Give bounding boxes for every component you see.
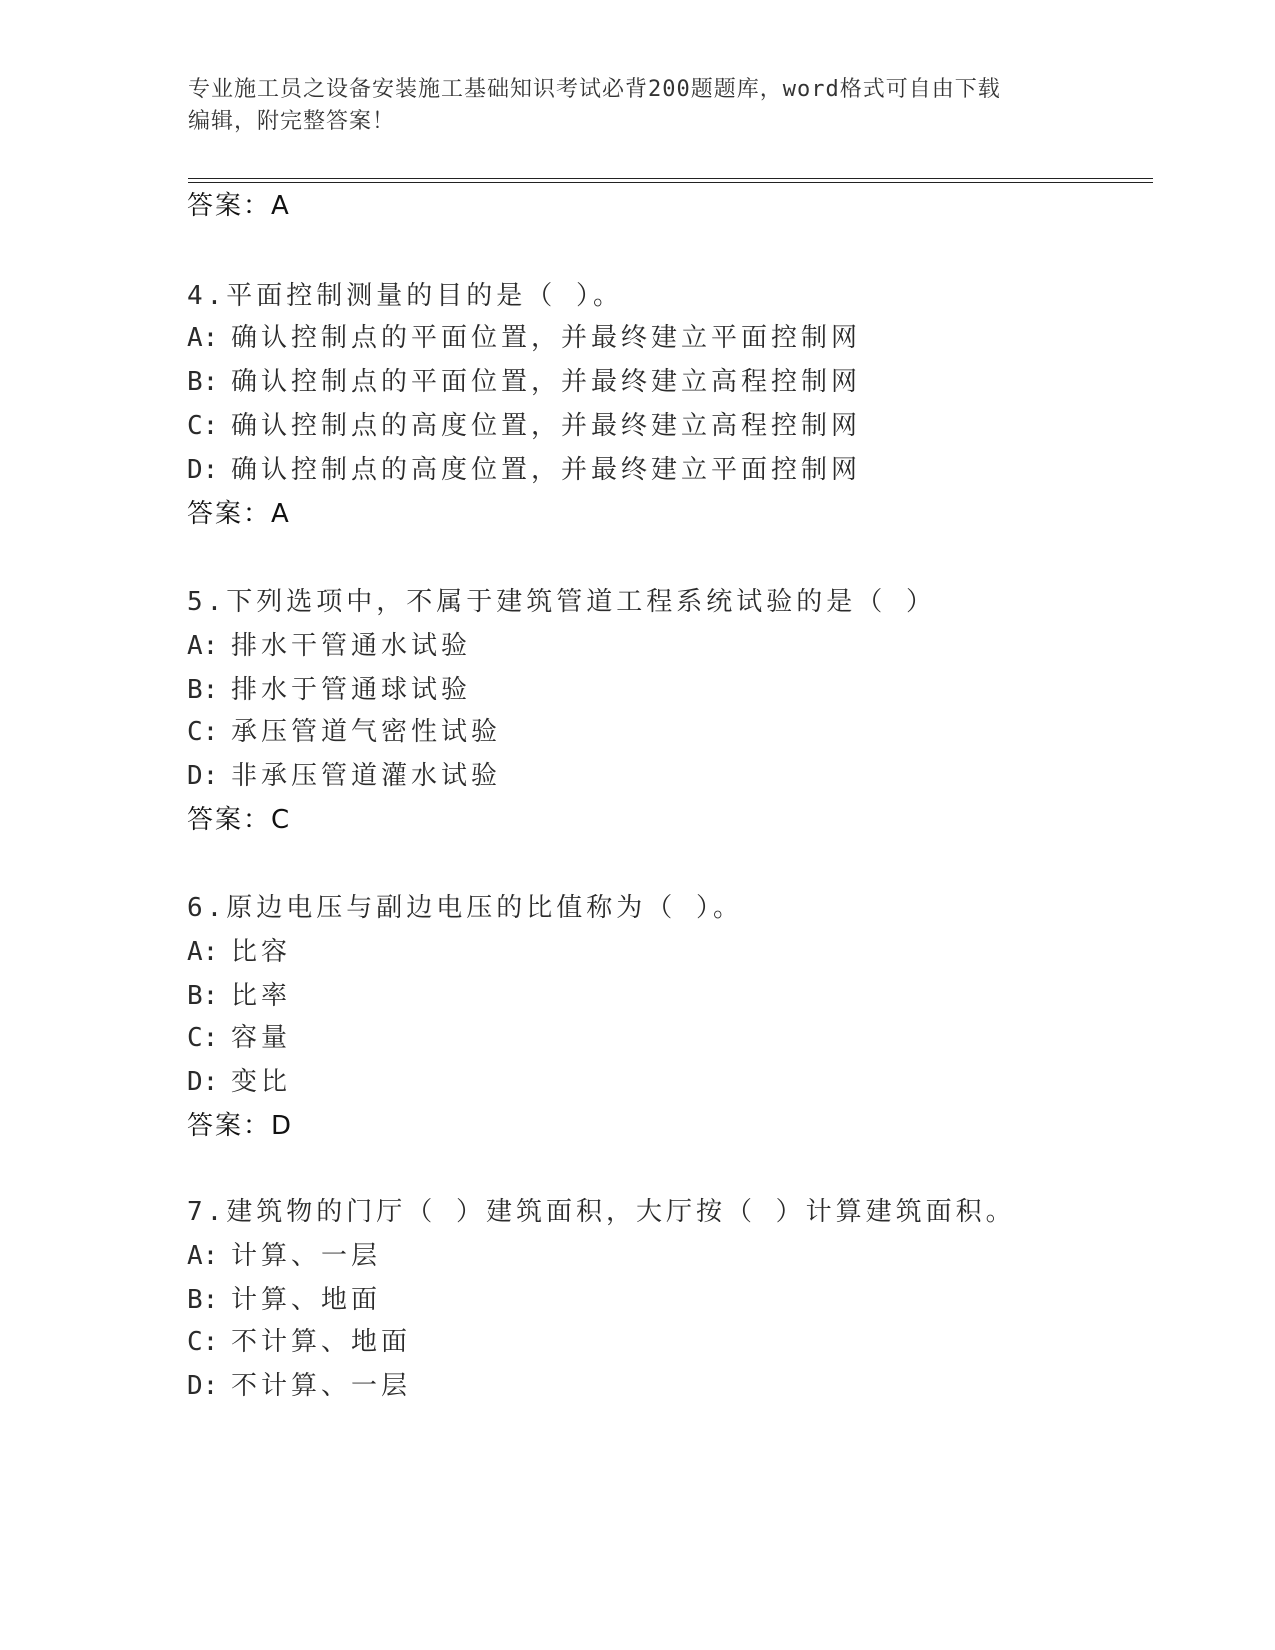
option-a	[187, 626, 471, 666]
option-key: C:	[187, 1023, 219, 1053]
option-key: D:	[187, 1371, 219, 1401]
option-key: C:	[187, 1327, 219, 1357]
answer-label: 答案：	[187, 805, 272, 835]
question-stem: 5.下列选项中，不属于建筑管道工程系统试验的是（ ）	[187, 587, 936, 617]
option-key: B:	[187, 675, 219, 705]
option-text: 确认控制点的高度位置，并最终建立高程控制网	[231, 411, 862, 441]
option-d	[187, 450, 861, 490]
option-b	[187, 1280, 381, 1320]
answer-value: A	[271, 191, 291, 221]
option-a	[187, 318, 861, 358]
option-text: 计算、地面	[231, 1285, 382, 1315]
answer-value: D	[271, 1111, 294, 1141]
option-key: A:	[187, 631, 219, 661]
option-key: A:	[187, 323, 219, 353]
option-b	[187, 976, 291, 1016]
answer-line	[187, 800, 291, 840]
answer-label: 答案：	[187, 191, 272, 221]
answer-label: 答案：	[187, 499, 272, 529]
option-text: 排水干管通水试验	[231, 631, 472, 661]
option-key: C:	[187, 717, 219, 747]
option-d	[187, 1366, 411, 1406]
option-a	[187, 932, 291, 972]
answer-value: C	[271, 805, 292, 835]
option-key: B:	[187, 1285, 219, 1315]
option-text: 确认控制点的高度位置，并最终建立平面控制网	[231, 455, 862, 485]
option-text: 确认控制点的平面位置，并最终建立平面控制网	[231, 323, 862, 353]
option-text: 比率	[231, 981, 292, 1011]
option-c	[187, 1322, 411, 1362]
header-divider-top	[188, 178, 1153, 179]
option-key: D:	[187, 455, 219, 485]
answer-value: A	[271, 499, 291, 529]
question-stem: 7.建筑物的门厅（ ）建筑面积，大厅按（ ）计算建筑面积。	[187, 1197, 1016, 1227]
option-text: 不计算、地面	[231, 1327, 412, 1357]
option-c	[187, 712, 501, 752]
option-key: A:	[187, 937, 219, 967]
option-c	[187, 406, 861, 446]
option-text: 排水于管通球试验	[231, 675, 472, 705]
option-key: B:	[187, 981, 219, 1011]
question-stem: 4.平面控制测量的目的是（ ）。	[187, 281, 623, 311]
option-b	[187, 670, 471, 710]
option-text: 非承压管道灌水试验	[231, 761, 502, 791]
header-line-1: 专业施工员之设备安装施工基础知识考试必背200题题库，word格式可自由下载	[188, 77, 1001, 102]
option-text: 比容	[231, 937, 292, 967]
option-text: 变比	[231, 1067, 292, 1097]
option-key: D:	[187, 761, 219, 791]
question-stem: 6.原边电压与副边电压的比值称为（ ）。	[187, 893, 743, 923]
option-text: 确认控制点的平面位置，并最终建立高程控制网	[231, 367, 862, 397]
answer-label: 答案：	[187, 1111, 272, 1141]
option-a	[187, 1236, 381, 1276]
option-d	[187, 1062, 291, 1102]
header-line-2: 编辑，附完整答案！	[188, 109, 396, 134]
answer-line	[187, 494, 291, 534]
answer-line	[187, 186, 291, 226]
option-c	[187, 1018, 291, 1058]
answer-line	[187, 1106, 293, 1146]
option-text: 承压管道气密性试验	[231, 717, 502, 747]
option-text: 容量	[231, 1023, 292, 1053]
option-key: D:	[187, 1067, 219, 1097]
option-d	[187, 756, 501, 796]
header-divider-bottom	[188, 182, 1153, 183]
option-text: 计算、一层	[231, 1241, 382, 1271]
option-b	[187, 362, 861, 402]
option-text: 不计算、一层	[231, 1371, 412, 1401]
option-key: C:	[187, 411, 219, 441]
option-key: B:	[187, 367, 219, 397]
document-header	[188, 74, 1088, 138]
option-key: A:	[187, 1241, 219, 1271]
